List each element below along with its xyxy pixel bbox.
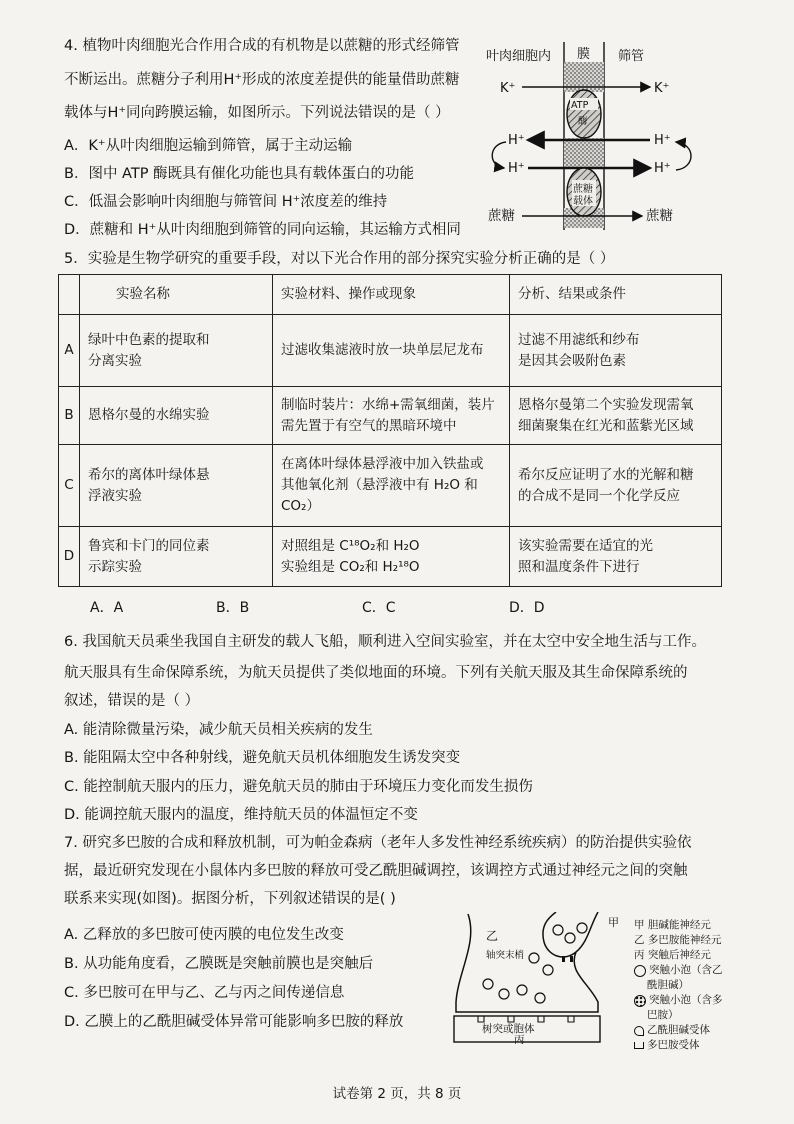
cell-bing-label: 丙 [514, 1034, 525, 1044]
carrier-label-1: 蔗糖 [573, 184, 593, 195]
q6-option-b: B. 能阻隔太空中各种射线，避免航天员机体细胞发生诱发突变 [64, 750, 461, 766]
q5-answer-d: D．D [509, 600, 545, 616]
q6-stem-line-1: 6. 我国航天员乘坐我国自主研发的载人飞船，顺利进入空间实验室，并在太空中安全地生活与工作。 [64, 634, 706, 650]
q4-membrane-diagram [482, 40, 742, 235]
row-a-analysis-line-2: 是因其会吸附色素 [518, 352, 626, 369]
neuron-jia-terminal [543, 912, 598, 957]
diagram-yi-label: 乙 [486, 929, 499, 943]
q4-option-a: A．K⁺从叶肉细胞运输到筛管，属于主动运输 [64, 138, 353, 154]
q7-stem-line-2: 据，最近研究发现在小鼠体内多巴胺的释放可受乙酰胆碱调控，该调控方式通过神经元之间的突触 [64, 863, 688, 879]
row-b-analysis-line-1: 恩格尔曼第二个实验发现需氧 [518, 396, 694, 413]
q4-stem-line-2: 不断运出。蔗糖分子利用H⁺形成的浓度差提供的能量借助蔗糖 [64, 72, 460, 88]
row-c-material-line-2: 其他氧化剂（悬浮液中有 H₂O 和 [281, 477, 478, 493]
table-header-blank [59, 275, 80, 315]
row-c-name-line-1: 希尔的离体叶绿体悬 [88, 466, 210, 483]
left-cycle-arrow [492, 142, 506, 168]
legend-da-vesicle-2: 巴胺） [647, 1009, 679, 1021]
diagram-mid-header: 膜 [577, 47, 591, 62]
h1-left-label: H⁺ [508, 133, 525, 148]
table-header-material: 实验材料、操作或现象 [273, 275, 510, 315]
da-vesicle-icon [634, 995, 646, 1007]
q5-stem: 5．实验是生物学研究的重要手段，对以下光合作用的部分探究实验分析正确的是（ ） [64, 251, 615, 267]
row-d-material-line-2: 实验组是 CO₂和 H₂¹⁸O [281, 558, 420, 575]
q6-option-a: A. 能清除微量污染，减少航天员相关疾病的发生 [64, 722, 373, 738]
axon-terminal-label: 轴突末梢 [486, 950, 525, 961]
row-d-analysis-line-2: 照和温度条件下进行 [518, 558, 640, 575]
da-receptor-icon [634, 1042, 644, 1049]
row-c-analysis-line-2: 的合成不是同一个化学反应 [518, 487, 680, 504]
legend-ach-receptor: 乙酰胆碱受体 [647, 1024, 710, 1036]
q4-option-b: B．图中 ATP 酶既具有催化功能也具有载体蛋白的功能 [64, 166, 415, 182]
q4-option-c: C．低温会影响叶肉细胞与筛管间 H⁺浓度差的维持 [64, 194, 388, 210]
da-vesicle [535, 993, 545, 1003]
table-row [59, 527, 722, 587]
row-c-analysis-line-1: 希尔反应证明了水的光解和糖 [518, 466, 694, 483]
row-b-material-line-1: 制临时装片：水绵+需氧细菌，装片 [281, 396, 495, 413]
table-row [59, 315, 722, 387]
q6-option-d: D. 能调控航天服内的温度，维持航天员的体温恒定不变 [64, 807, 418, 823]
cell-body-label: 树突或胞体 [482, 1023, 535, 1035]
atp-label: ATP [571, 100, 589, 111]
row-a-material-line-1: 过滤收集滤液时放一块单层尼龙布 [281, 342, 484, 358]
row-label-c: C [59, 445, 80, 527]
membrane-middle-band [564, 138, 604, 168]
row-d-analysis-line-1: 该实验需要在适宜的光 [518, 537, 653, 554]
legend-yi: 乙 多巴胺能神经元 [634, 934, 722, 946]
q7-option-d: D. 乙膜上的乙酰胆碱受体异常可能影响多巴胺的释放 [64, 1014, 404, 1030]
row-b-name-line-1: 恩格尔曼的水绵实验 [88, 407, 210, 423]
ach-receptor-icon [634, 1026, 644, 1036]
row-c-material-line-1: 在离体叶绿体悬浮液中加入铁盐或 [281, 456, 484, 472]
row-c-material-line-3: CO₂） [281, 498, 320, 514]
atp-enzyme-shape [567, 90, 601, 138]
legend-jia: 甲 胆碱能神经元 [634, 919, 711, 931]
legend-da-receptor: 多巴胺受体 [647, 1039, 700, 1051]
row-d-name-line-2: 示踪实验 [88, 558, 142, 575]
table-header-row [59, 275, 722, 315]
k-right-label: K⁺ [654, 81, 670, 96]
q6-stem-line-2: 航天服具有生命保障系统，为航天员提供了类似地面的环境。下列有关航天服及其生命保障系统的 [64, 665, 688, 681]
sucrose-left-label: 蔗糖 [488, 208, 515, 224]
atp-enzyme-label: 酶 [578, 116, 588, 127]
da-vesicle [543, 965, 553, 975]
carrier-label-2: 载体 [573, 196, 593, 207]
row-c-name-line-2: 浮液实验 [88, 487, 142, 504]
q7-option-b: B. 从功能角度看，乙膜既是突触前膜也是突触后 [64, 956, 374, 972]
q6-stem-line-3: 叙述，错误的是（ ） [64, 693, 200, 709]
q5-experiment-table [58, 274, 722, 587]
q6-option-c: C. 能控制航天服内的压力，避免航天员的肺由于环境压力变化而发生损伤 [64, 779, 533, 795]
ach-vesicle-icon [634, 965, 646, 977]
row-label-d: D [59, 527, 80, 587]
q4-stem-line-1: 4. 植物叶肉细胞光合作用合成的有机物是以蔗糖的形式经筛管 [64, 38, 460, 54]
row-label-a: A [59, 315, 80, 387]
da-receptor [478, 1016, 574, 1022]
row-b-material-line-2: 需先置于有空气的黑暗环境中 [281, 417, 457, 434]
q7-stem-line-1: 7. 研究多巴胺的合成和释放机制，可为帕金森病（老年人多发性神经系统疾病）的防治提供实验依 [64, 835, 692, 851]
legend-ach-vesicle-2: 酰胆碱） [647, 979, 689, 991]
ach-vesicle [553, 925, 563, 935]
row-a-analysis-line-1: 过滤不用滤纸和纱布 [518, 331, 640, 348]
right-cycle-arrow [676, 142, 691, 170]
diagram-jia-label: 甲 [608, 916, 619, 929]
h1-right-label: H⁺ [654, 133, 671, 148]
q5-answer-c: C．C [362, 600, 396, 616]
page-footer: 试卷第 2 页，共 8 页 [332, 1086, 462, 1102]
ach-vesicle [565, 933, 575, 943]
row-a-name-line-2: 分离实验 [88, 352, 142, 369]
q7-option-c: C. 多巴胺可在甲与乙、乙与丙之间传递信息 [64, 985, 345, 1001]
row-d-name-line-1: 鲁宾和卡门的同位素 [88, 537, 210, 554]
da-vesicle [517, 985, 527, 995]
q5-answer-b: B．B [216, 600, 250, 616]
q7-diagram-legend [634, 918, 784, 1053]
q5-answer-a: A．A [90, 600, 124, 616]
h2-right-label: H⁺ [654, 161, 671, 176]
table-row [59, 387, 722, 445]
legend-da-vesicle-1: 突触小泡（含多 [649, 994, 723, 1006]
da-vesicle [499, 989, 509, 999]
table-row [59, 445, 722, 527]
legend-bing: 丙 突触后神经元 [634, 949, 711, 961]
q4-stem-line-3: 载体与H⁺同向跨膜运输，如图所示。下列说法错误的是（ ） [64, 105, 450, 121]
table-header-analysis: 分析、结果或条件 [510, 275, 722, 315]
h2-left-label: H⁺ [508, 161, 525, 176]
q7-stem-line-3: 联系来实现(如图)。据图分析，下列叙述错误的是( ) [64, 891, 396, 907]
diagram-right-header: 筛管 [618, 49, 645, 64]
ach-vesicle [577, 923, 587, 933]
da-vesicle [483, 979, 493, 989]
row-b-analysis-line-2: 细菌聚集在红光和蓝紫光区域 [518, 417, 694, 434]
q7-synapse-diagram [448, 912, 628, 1044]
row-a-name-line-1: 绿叶中色素的提取和 [88, 331, 210, 348]
da-vesicle [529, 953, 539, 963]
q7-option-a: A. 乙释放的多巴胺可使丙膜的电位发生改变 [64, 927, 344, 943]
sucrose-right-label: 蔗糖 [646, 208, 673, 224]
diagram-left-header: 叶肉细胞内 [486, 49, 552, 64]
row-label-b: B [59, 387, 80, 445]
k-left-label: K⁺ [500, 81, 516, 96]
q4-option-d: D．蔗糖和 H⁺从叶肉细胞到筛管的同向运输，其运输方式相同 [64, 222, 461, 238]
table-header-name: 实验名称 [80, 275, 273, 315]
row-d-material-line-1: 对照组是 C¹⁸O₂和 H₂O [281, 537, 420, 554]
legend-ach-vesicle-1: 突触小泡（含乙 [649, 964, 723, 976]
